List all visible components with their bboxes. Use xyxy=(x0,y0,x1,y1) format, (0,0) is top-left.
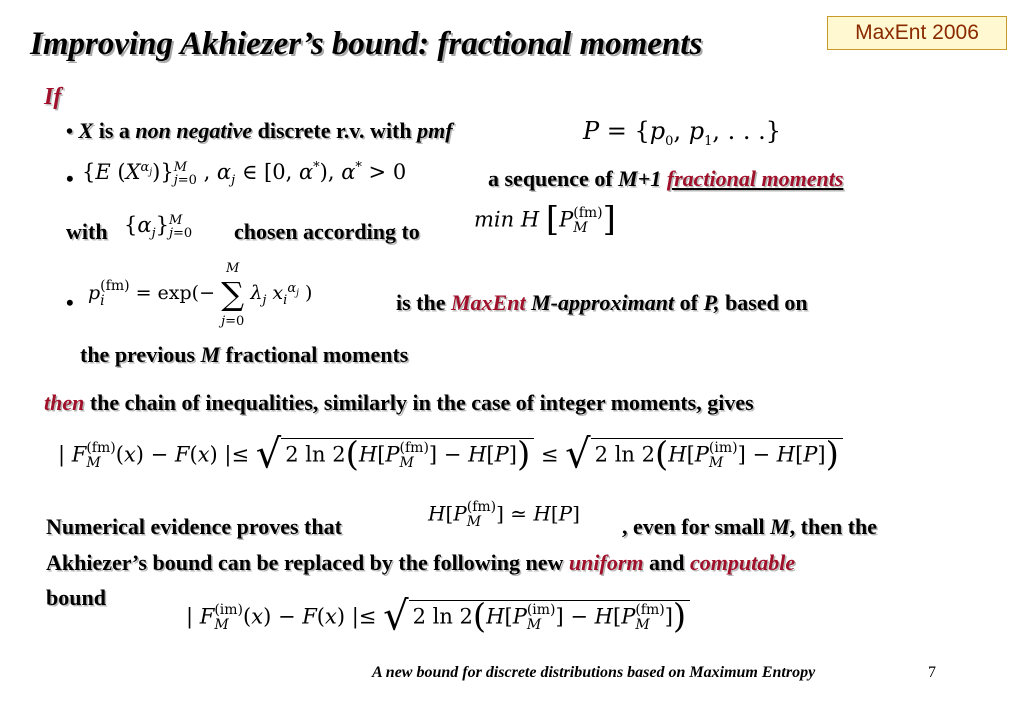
numerical-evidence-text-2 xyxy=(622,514,877,540)
num-text-3: M xyxy=(770,514,790,539)
var-x: X xyxy=(78,118,94,143)
num-text-7: and xyxy=(649,550,685,575)
b1-text-4: pmf xyxy=(417,118,453,143)
bullet-3-text-line2 xyxy=(80,342,408,368)
with-word: with xyxy=(66,219,108,244)
fractional-moments-link: fractional moments xyxy=(666,166,844,191)
bullet-2-text xyxy=(488,166,843,192)
b3-text-4: of xyxy=(679,290,698,315)
b3-text-7: the previous xyxy=(80,342,196,367)
footer-title: A new bound for discrete distributions based on Maximum Entropy xyxy=(372,664,816,681)
b3-text-1: is the xyxy=(396,290,446,315)
computable-word: computable xyxy=(690,550,796,575)
b1-text-1: is a xyxy=(98,118,130,143)
numerical-evidence-text: Numerical evidence proves that xyxy=(46,514,342,539)
b2-text-1: a sequence of xyxy=(488,166,613,191)
new-bound-inequality: | F(im) M (x) − F(x) |≤ √ 2 ln 2(H[P(im) M ] − H[P(fm) M ]) xyxy=(186,600,690,633)
b1-text-3: discrete r.v. with xyxy=(257,118,412,143)
b3-text-6: based on xyxy=(725,290,808,315)
then-keyword: then xyxy=(44,390,85,415)
bullet-marker: • xyxy=(66,121,74,143)
bullet-3-marker: • xyxy=(66,290,74,315)
conference-badge: MaxEnt 2006 xyxy=(827,16,1007,50)
bound-word: bound xyxy=(46,585,106,610)
moments-formula: {E $(X^{\alpha_j})\}M$ j=0 , $\alpha_j$ ∈ [0, α*), α* > 0 xyxy=(82,159,407,189)
num-text-5: Akhiezer’s bound can be replaced by the following new xyxy=(46,550,564,575)
chosen-text: chosen according to xyxy=(234,219,420,244)
alpha-set-formula: $\{\alpha_j\}M$ j=0 xyxy=(124,212,193,242)
b1-text-2: non negative xyxy=(135,118,253,143)
if-keyword: If xyxy=(44,84,62,110)
b3-text-9: fractional moments xyxy=(225,342,409,367)
uniform-word: uniform xyxy=(568,550,644,575)
num-text-4: , then the xyxy=(789,514,878,539)
page-number: 7 xyxy=(928,664,936,681)
bullet-2-marker: • xyxy=(66,166,74,191)
b2-text-2: M+1 xyxy=(618,166,662,191)
maxent-word: MaxEnt xyxy=(451,290,526,315)
maxent-formula: p(fm) i = exp(− M ∑ j=0 $\lambda_j$ $x_i^{\alpha_j}$ ) xyxy=(88,261,313,329)
bullet-3-text xyxy=(396,290,808,316)
b3-text-3: M-approximant xyxy=(531,290,675,315)
b3-text-5: P, xyxy=(703,290,720,315)
slide-title: Improving Akhiezer’s bound: fractional moments xyxy=(30,26,703,62)
then-line xyxy=(44,390,754,416)
b3-text-8: M xyxy=(200,342,221,367)
entropy-approx-formula: H[P(fm) M ] ≃ H[P] xyxy=(428,499,580,530)
num-text-2: , even for small xyxy=(622,514,765,539)
numerical-evidence-line2 xyxy=(46,550,795,576)
pmf-formula: $P = \{p_0$, $p_1$, . . .} xyxy=(583,117,782,149)
min-entropy-formula: min H [P(fm) M ] xyxy=(474,199,616,240)
inequality-chain: | F(fm) M (x) − F(x) |≤ √ 2 ln 2(H[P(fm) M ] − H[P]) ≤ √ 2 ln 2(H[P(im) M ] − H[P]) xyxy=(58,438,843,471)
bullet-1 xyxy=(66,118,453,144)
then-text: the chain of inequalities, similarly in the case of integer moments, gives xyxy=(89,390,754,415)
